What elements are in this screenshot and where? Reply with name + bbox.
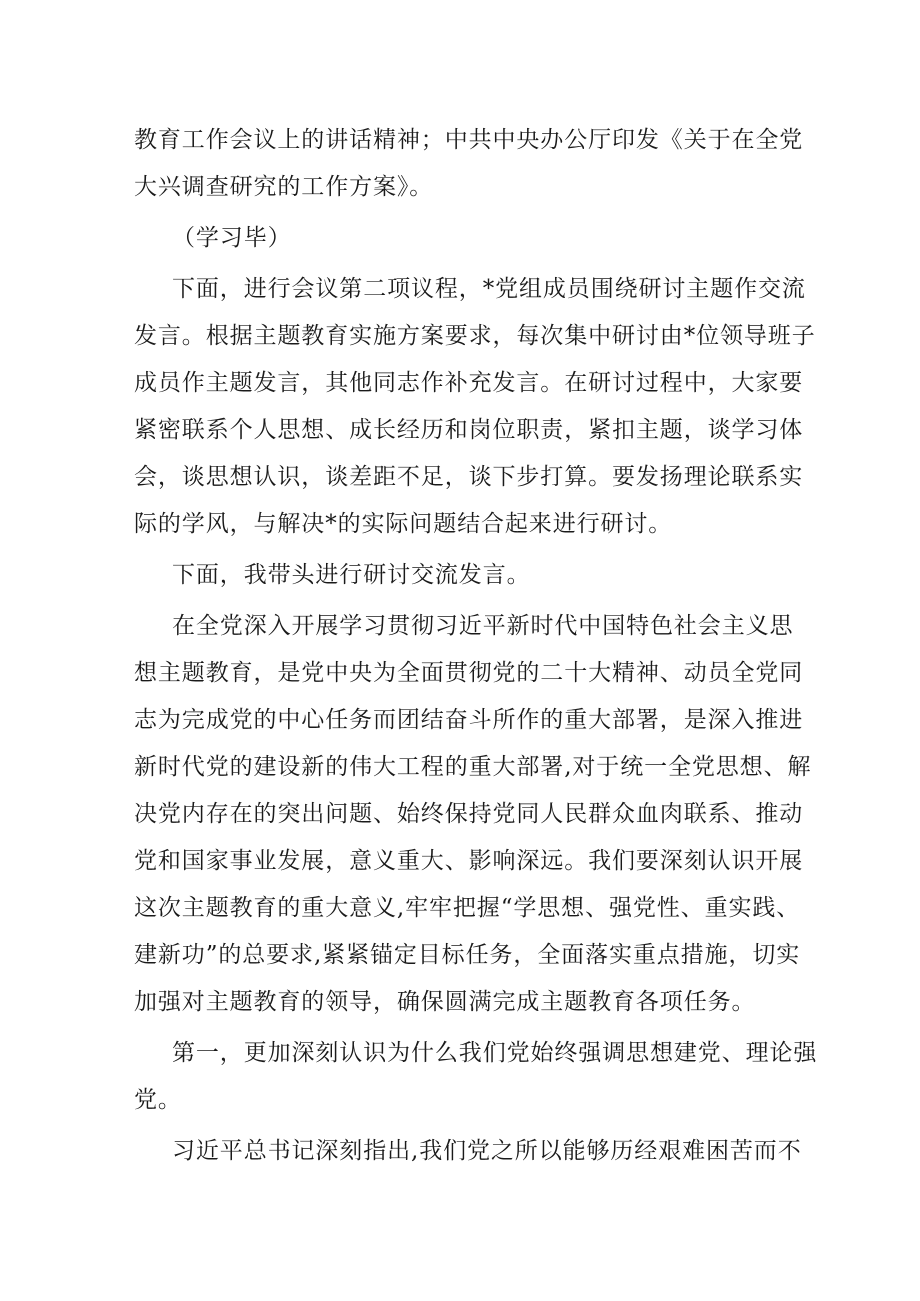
section-heading: 第一，更加深刻认识为什么我们党始终强调思想建党、理论强 bbox=[172, 1040, 818, 1066]
section-heading-cont: 党。 bbox=[134, 1087, 182, 1113]
text-line: 际的学风，与解决*的实际问题结合起来进行研讨。 bbox=[134, 511, 673, 537]
text-line: 决党内存在的突出问题、始终保持党同人民群众血肉联系、推动 bbox=[134, 801, 804, 827]
text-line: 建新功”的总要求,紧紧锚定目标任务，全面落实重点措施，切实 bbox=[134, 942, 801, 968]
text-line: 加强对主题教育的领导，确保圆满完成主题教育各项任务。 bbox=[134, 989, 756, 1015]
text-line: 下面，进行会议第二项议程，*党组成员围绕研讨主题作交流 bbox=[172, 276, 806, 302]
document-body bbox=[134, 117, 818, 1175]
text-line: 志为完成党的中心任务而团结奋斗所作的重大部署，是深入推进 bbox=[134, 707, 804, 733]
text-line: 紧密联系个人思想、成长经历和岗位职责，紧扣主题，谈学习体 bbox=[134, 417, 804, 443]
text-line: 这次主题教育的重大意义,牢牢把握“学思想、强党性、重实践、 bbox=[134, 895, 801, 921]
text-line: 发言。根据主题教育实施方案要求，每次集中研讨由*位领导班子 bbox=[134, 323, 816, 349]
text-line: 下面，我带头进行研讨交流发言。 bbox=[172, 562, 531, 588]
text-line: 新时代党的建设新的伟大工程的重大部署,对于统一全党思想、解 bbox=[134, 754, 812, 780]
study-done-note: （学习毕） bbox=[172, 225, 292, 251]
text-line: 会，谈思想认识，谈差距不足，谈下步打算。要发扬理论联系实 bbox=[134, 464, 804, 490]
text-line: 成员作主题发言，其他同志作补充发言。在研讨过程中，大家要 bbox=[134, 370, 804, 396]
text-line: 教育工作会议上的讲话精神；中共中央办公厅印发《关于在全党 bbox=[134, 127, 804, 153]
text-line: 想主题教育，是党中央为全面贯彻党的二十大精神、动员全党同 bbox=[134, 660, 804, 686]
text-line: 习近平总书记深刻指出,我们党之所以能够历经艰难困苦而不 bbox=[172, 1138, 802, 1164]
text-line: 大兴调查研究的工作方案》。 bbox=[134, 174, 434, 200]
text-line: 党和国家事业发展，意义重大、影响深远。我们要深刻认识开展 bbox=[134, 848, 804, 874]
text-line: 在全党深入开展学习贯彻习近平新时代中国特色社会主义思 bbox=[172, 613, 794, 639]
